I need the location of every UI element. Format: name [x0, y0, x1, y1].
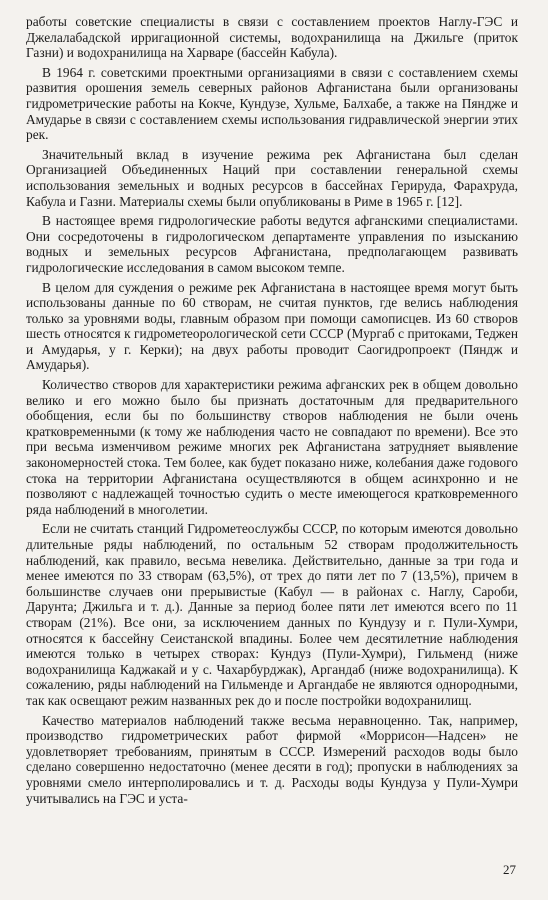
paragraph-3: Значительный вклад в изучение режима рек Афганистана был сделан Организацией Объединенных Наций при составлении генеральной схемы использования земельных и водных ресурсов в бассейнах Герируда, Фарахруда, Кабула и Газни. Материалы схемы были опубликованы в Риме в 1965 г. [12].	[26, 146, 518, 209]
paragraph-5: В целом для суждения о режиме рек Афганистана в настоящее время могут быть использованы данные по 60 створам, не считая пунктов, где велись наблюдения только за уровнями воды, главным образом при помощи самописцев. Из 60 створов шесть относятся к гидрометеорологической сети СССР (Мургаб с притоками, Теджен и Амударья, у г. Керки); на двух работы проводит Саогидропроект (Пяндж и Амударья).	[26, 279, 518, 373]
paragraph-2: В 1964 г. советскими проектными организациями в связи с составлением схемы развития орошения земель северных районов Афганистана были организованы гидрометрические работы на Кокче, Кундузе, Хульме, Балхабе, а также на Пяндже и Амударье в связи с составлением схемы использования гидравлической энергии этих рек.	[26, 64, 518, 143]
paragraph-6: Количество створов для характеристики режима афганских рек в общем довольно велико и его можно было бы признать достаточным для предварительного обобщения, если бы по большинству створов наблюдения не были очень кратковременными (к тому же наблюдения часто не совпадают по времени). Все это при весьма изменчивом режиме многих рек Афганистана затрудняет выявление закономерностей стока. Тем более, как будет показано ниже, колебания даже годового стока на территории Афганистана осуществляются в общем асинхронно и не позволяют с надлежащей точностью судить о месте имеющегося кратковременного ряда наблюдений в многолетии.	[26, 377, 518, 517]
paragraph-1: работы советские специалисты в связи с составлением проектов Наглу-ГЭС и Джелалабадской ирригационной системы, водохранилища на Джильге (приток Газни) и водохранилища на Харваре (бассейн Кабула).	[26, 14, 518, 61]
paragraph-4: В настоящее время гидрологические работы ведутся афганскими специалистами. Они сосредоточены в гидрологическом департаменте управления по изысканию водных и земельных ресурсов Афганистана, предполагающем развивать гидрологические исследования в самом высоком темпе.	[26, 213, 518, 275]
paragraph-7: Если не считать станций Гидрометеослужбы СССР, по которым имеются довольно длительные ряды наблюдений, по остальным 52 створам продолжительность наблюдений, как правило, весьма невелика. Действительно, данные за три года и менее имеются по 33 створам (63,5%), от трех до пяти лет по 7 (13,5%), причем в большинстве случаев они прерывистые (Кабул — в районах с. Наглу, Сароби, Дарунта; Джильга и т. д.). Данные за период более пяти лет имеются всего по 11 створам (21%). Все они, за исключением данных по Кундузу и г. Пули-Хумри, относятся к бассейну Сеистанской впадины. Более чем десятилетние наблюдения имеются только в четырех створах: Кундуз (Пули-Хумри), Гильменд (ниже водохранилища Каджакай и у с. Чахарбурджак), Аргандаб (ниже водохранилища). К сожалению, ряды наблюдений на Гильменде и Аргандабе не являются однородными, так как освещают режим названных рек до и после постройки водохранилищ.	[26, 521, 518, 708]
page-number: 27	[503, 862, 516, 877]
body-text	[26, 14, 518, 806]
paragraph-8: Качество материалов наблюдений также весьма неравноценно. Так, например, производство гидрометрических работ фирмой «Моррисон—Надсен» не удовлетворяет требованиям, принятым в СССР. Измерений расходов воды было сделано совершенно недостаточно (менее десяти в год); пропуски в наблюдениях за уровнями смело интерполировались и т. д. Расходы воды Кундуза у Пули-Хумри учитывались на ГЭС и уста-	[26, 712, 518, 806]
